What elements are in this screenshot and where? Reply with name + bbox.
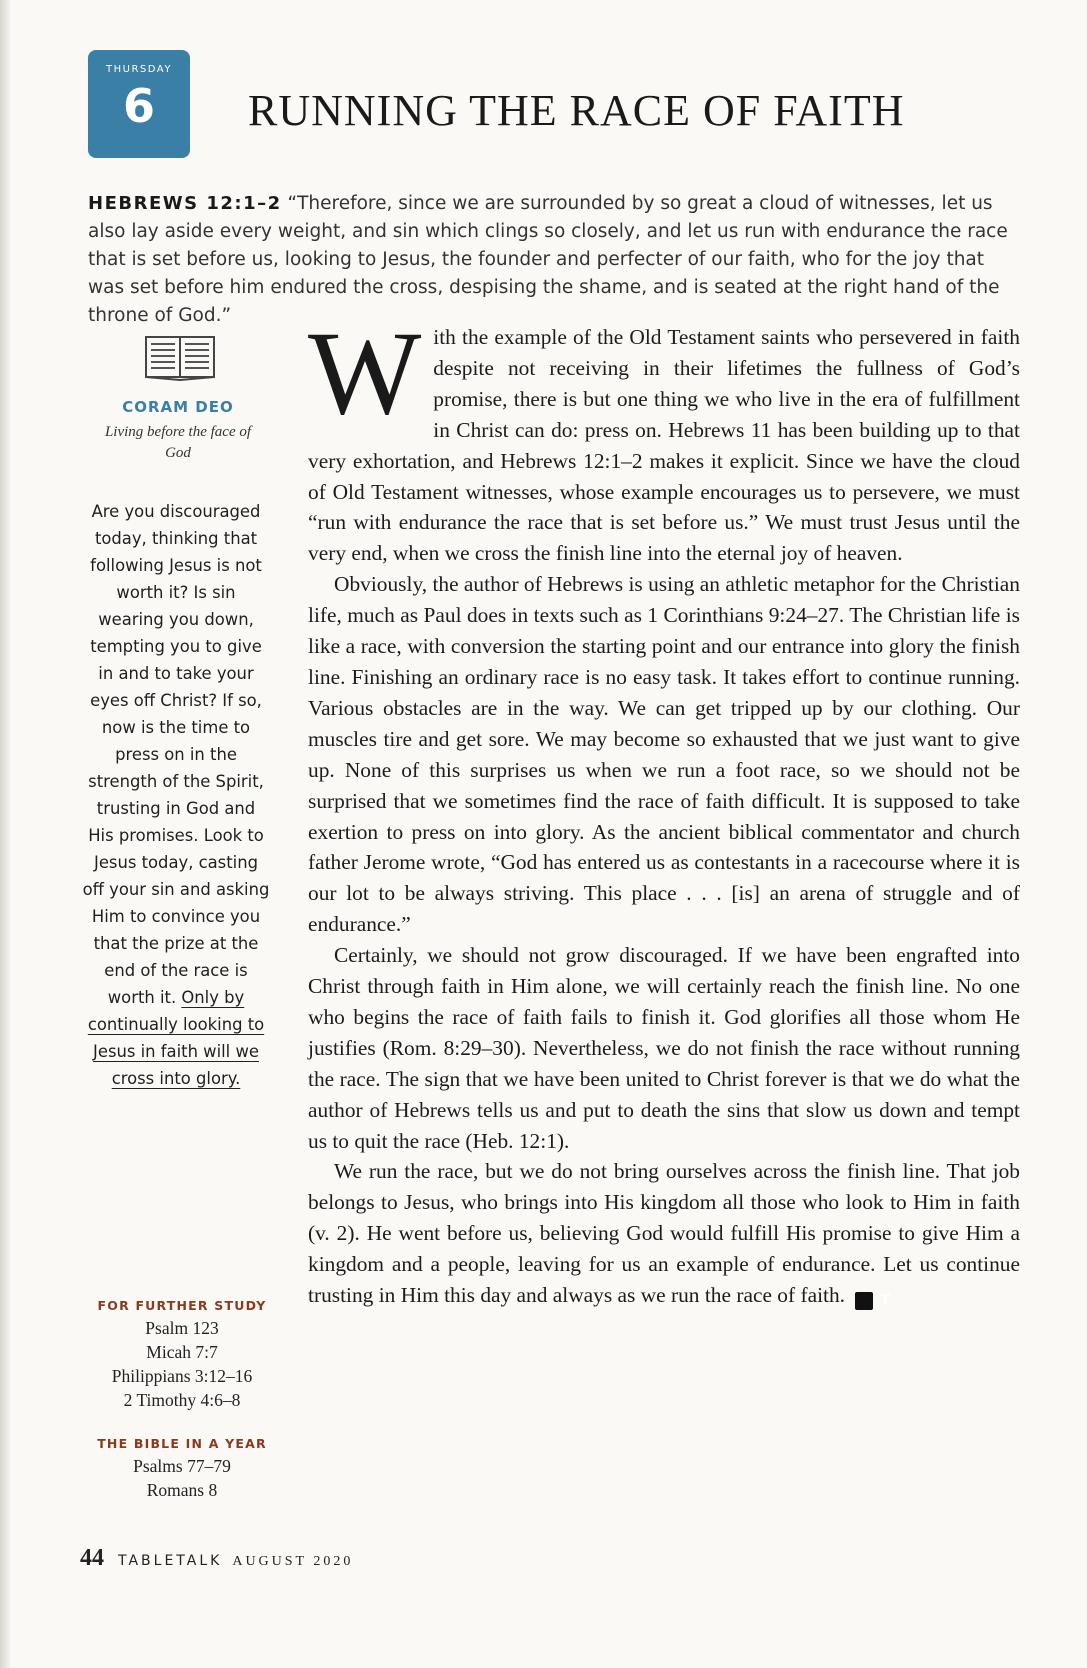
page-footer [80,1545,353,1572]
coram-deo-heading: CORAM DEO [122,398,234,416]
scripture-reference: HEBREWS 12:1–2 [88,193,282,214]
bible-in-a-year-heading: THE BIBLE IN A YEAR [97,1436,267,1451]
scripture-text: “Therefore, since we are surrounded by so great a cloud of witnesses, let us also lay aside every weight, and sin which clings so closely, and let us run with endurance the race that is set before us, looking to Jesus, the founder and perfecter of our faith, who for the joy that was set before him endured the cross, despising the shame, and is seated at the right hand of the throne of God.” [88,193,1008,326]
tabletalk-end-mark-icon: T [855,1292,873,1310]
page-title: RUNNING THE RACE OF FAITH [248,86,905,135]
article-body [308,306,1020,1311]
drop-cap: W [308,306,422,439]
article-paragraph [308,306,1020,569]
scripture-passage [88,190,1010,330]
coram-deo-text [82,498,270,1092]
coram-deo-body: Are you discouraged today, thinking that following Jesus is not worth it? Is sin wearing you down, tempting you to give in and to take your eyes off Christ? If so, now is the time to press on in the strength of the Spirit, trusting in God and His promises. Look to Jesus today, casting off your sin and asking Him to convince you that the prize at the end of the race is worth it. [82,502,270,1007]
day-weekday: THURSDAY [106,64,172,75]
bible-in-a-year-list [82,1454,282,1502]
open-book-icon [145,335,215,381]
further-study-ref: Micah 7:7 [146,1342,218,1362]
article-paragraph-text: ith the example of the Old Testament saints who persevered in faith despite not receiving in their lifetimes the fullness of God’s promise, there is but one thing we who live in the era of fulfillment in Christ can do: press on. Hebrews 11 has been building up to that very exhortation, and Hebrews 12:1–2 makes it explicit. Since we have the cloud of Old Testament witnesses, whose example encourages us to persevere, we must “run with endurance the race that is set before us.” We must trust Jesus until the very end, when we cross the finish line into the eternal joy of heaven. [308,325,1020,566]
page-number: 44 [80,1545,104,1571]
day-badge [88,50,190,158]
coram-deo-underlined: Only by continually looking to Jesus in faith will we cross into glory. [87,988,265,1088]
article-paragraph-text: We run the race, but we do not bring ourselves across the finish line. That job belongs to Jesus, who brings into His kingdom all those who look to Him in faith (v. 2). He went before us, believing God would fulfill His promise to give Him a kingdom and a people, leaving for us an example of endurance. Let us continue trusting in Him this day and always as we run the race of faith. [308,1159,1020,1308]
bible-in-a-year-ref: Psalms 77–79 [133,1456,231,1476]
magazine-name: TABLETALK [118,1553,223,1569]
article-paragraph: Obviously, the author of Hebrews is using an athletic metaphor for the Christian life, much as Paul does in texts such as 1 Corinthians 9:24–27. The Christian life is like a race, with conversion the starting point and our entrance into glory the finish line. Finishing an ordinary race is no easy task. It takes effort to continue running. Various obstacles are in the way. We can get tripped up by our clothing. Our muscles tire and get sore. We may become so exhausted that we just want to give up. None of this surprises us when we run a foot race, so we should not be surprised that we sometimes find the race of faith difficult. It is supposed to take exertion to press on into glory. As the ancient biblical commentator and church father Jerome wrote, “God has entered us as contestants in a racecourse where it is our lot to be always striving. This place . . . [is] an arena of struggle and of endurance.” [308,572,1020,937]
further-study-heading: FOR FURTHER STUDY [97,1298,267,1313]
further-study-list [82,1316,282,1412]
issue-date: AUGUST 2020 [232,1554,354,1569]
page-spine-shadow [0,0,10,1668]
bible-in-a-year-ref: Romans 8 [146,1480,218,1500]
article-paragraph [308,1156,1020,1311]
further-study-ref: Philippians 3:12–16 [111,1366,253,1386]
further-study-ref: 2 Timothy 4:6–8 [123,1390,241,1410]
further-study-ref: Psalm 123 [145,1318,219,1338]
day-number: 6 [122,79,155,133]
article-paragraph: Certainly, we should not grow discouraged. If we have been engrafted into Christ through faith in Him alone, we will certainly reach the finish line. No one who begins the race of faith fails to finish it. God glorifies all those whom He justifies (Rom. 8:29–30). Nevertheless, we do not finish the race without running the race. The sign that we have been united to Christ forever is that we do what the author of Hebrews tells us and put to death the sins that slow us down and tempt us to quit the race (Heb. 12:1). [308,943,1020,1153]
coram-deo-subheading: Living before the face of God [104,424,252,461]
